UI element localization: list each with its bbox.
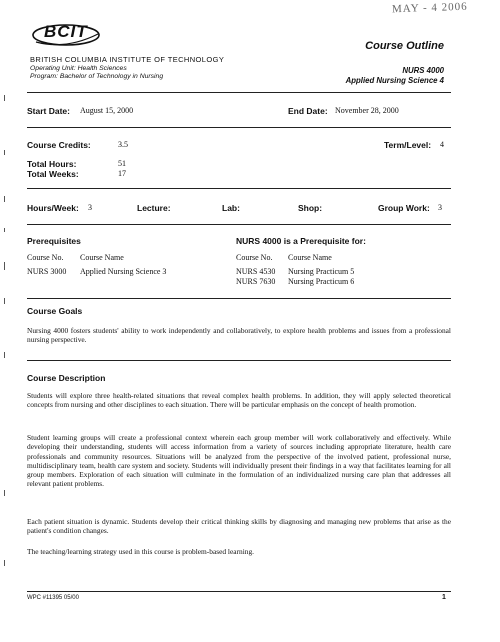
logo-text: BCIT [44,22,88,41]
scan-mark [4,196,5,202]
course-credits-label: Course Credits: [27,140,91,150]
term-level-value: 4 [440,140,444,149]
total-weeks-value: 17 [118,169,126,178]
course-code: NURS 4000 [402,66,444,75]
start-date-value: August 15, 2000 [80,106,134,115]
prereq-for-col-no: Course No. [236,253,273,262]
term-level-label: Term/Level: [384,140,432,150]
document-id: WPC #11395 05/00 [27,595,79,601]
course-goals-title: Course Goals [27,306,83,316]
end-date-label: End Date: [288,106,328,116]
scan-mark [4,150,5,155]
divider [27,188,451,189]
divider [27,92,451,93]
divider [27,127,451,128]
prereq-row-no: NURS 3000 [27,267,67,276]
prereq-for-title: NURS 4000 is a Prerequisite for: [236,236,366,246]
footer-divider [27,591,451,592]
total-hours-value: 51 [118,159,126,168]
scan-mark [4,298,5,304]
hours-week-label: Hours/Week: [27,203,79,213]
description-paragraph: Student learning groups will create a professional context wherein each group member will work collaboratively and effectively. While developing their understanding, students will access information from a variety of sources including appropriate literature, health care professionals and community resources. Situations will be analyzed from the perspective of the involved patient, professional nurse, multidisciplinary team, health care system and society. Students will individually present their findings in a way that facilitates learning for all group members. Exploration of each situation will culminate in the formulation of an individualized nursing care plan that addresses all relevant patient problems. [27,433,451,489]
program-name: Program: Bachelor of Technology in Nursing [30,73,164,80]
scan-mark [4,228,5,232]
prereq-for-row-no: NURS 7630 [236,277,276,286]
prereq-col-no: Course No. [27,253,64,262]
scan-mark [4,352,5,358]
shop-label: Shop: [298,203,323,213]
hours-week-value: 3 [88,203,92,212]
divider [27,224,451,225]
course-goals-text: Nursing 4000 fosters students' ability to work independently and collaboratively, to explore health problems and issues from a professional nursing perspective. [27,326,451,345]
prereq-for-col-name: Course Name [288,253,332,262]
page-number: 1 [442,594,446,601]
institute-name: BRITISH COLUMBIA INSTITUTE OF TECHNOLOGY [30,55,225,64]
end-date-value: November 28, 2000 [335,106,399,115]
group-work-value: 3 [438,203,442,212]
prereq-for-row-name: Nursing Practicum 5 [288,267,355,276]
scan-mark [4,490,5,496]
start-date-label: Start Date: [27,106,70,116]
divider [27,360,451,361]
prereq-for-row-name: Nursing Practicum 6 [288,277,355,286]
total-weeks-label: Total Weeks: [27,169,79,179]
description-paragraph: Each patient situation is dynamic. Students develop their critical thinking skills by diagnosing and managing new problems that arise as the patient's condition changes. [27,517,451,536]
prereq-col-name: Course Name [80,253,124,262]
course-credits-value: 3.5 [118,140,128,149]
total-hours-label: Total Hours: [27,159,77,169]
prereq-for-row-no: NURS 4530 [236,267,276,276]
description-paragraph: The teaching/learning strategy used in this course is problem-based learning. [27,547,254,556]
prerequisites-title: Prerequisites [27,236,81,246]
received-stamp: MAY - 4 2006 [391,0,468,16]
operating-unit: Operating Unit: Health Sciences [30,65,127,72]
lecture-label: Lecture: [137,203,171,213]
doc-title: Course Outline [365,40,444,52]
group-work-label: Group Work: [378,203,430,213]
prereq-row-name: Applied Nursing Science 3 [80,267,167,276]
divider [27,298,451,299]
description-paragraph: Students will explore three health-related situations that reveal complex health problems. In addition, they will apply selected theoretical concepts from nursing and other disciplines to each situation. There will be particular emphasis on the concept of health promotion. [27,391,451,410]
scan-mark [4,95,5,101]
scan-mark [4,560,5,566]
course-name: Applied Nursing Science 4 [345,76,444,85]
bcit-logo [30,20,102,48]
lab-label: Lab: [222,203,240,213]
scan-mark [4,262,5,270]
course-description-title: Course Description [27,373,106,383]
